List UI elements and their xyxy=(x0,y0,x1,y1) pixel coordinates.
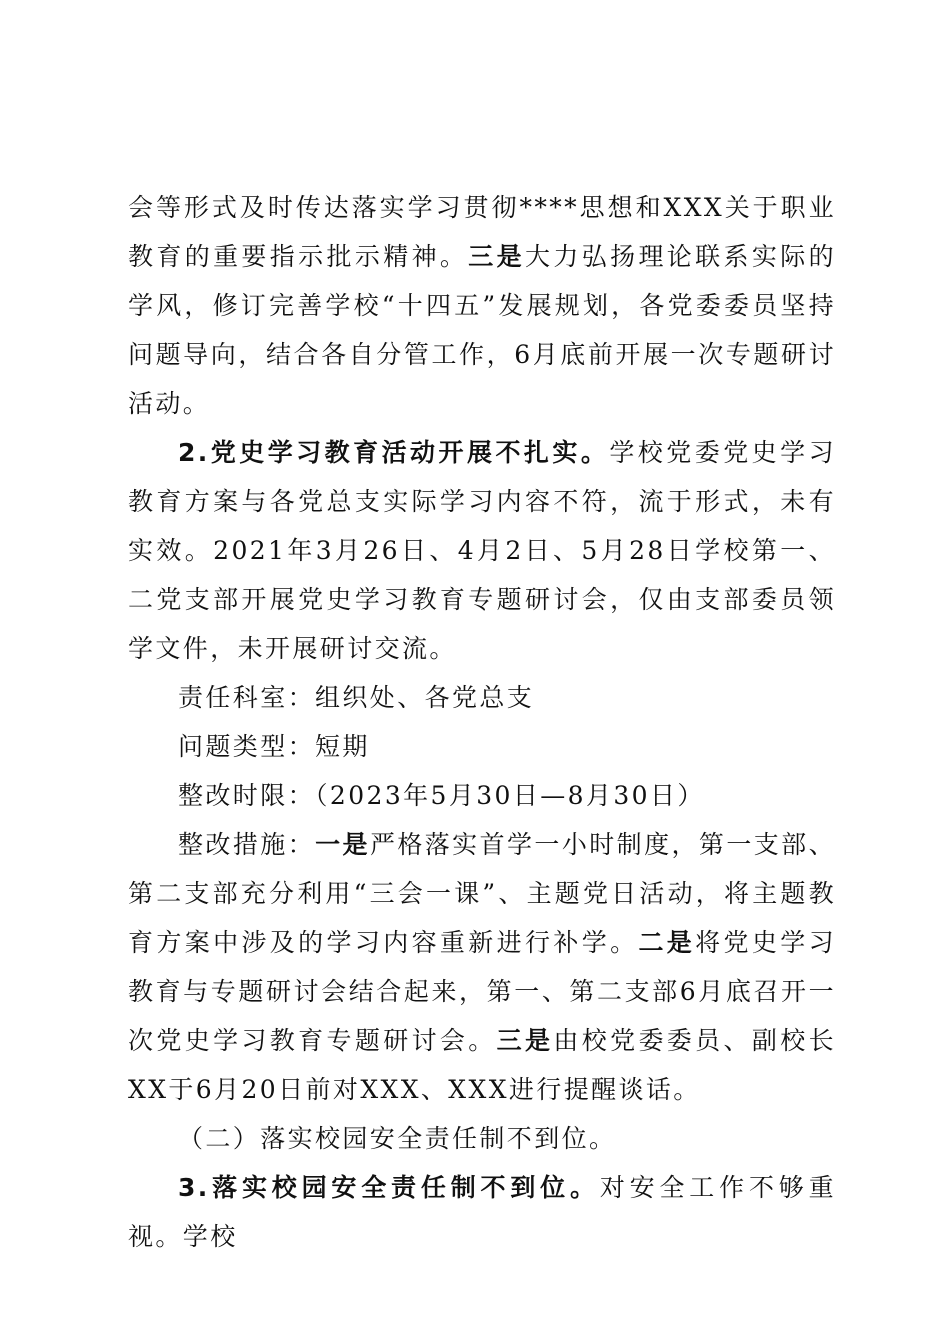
paragraph-text: 由校党委委员、副校长XX于6月20日前对XXX、XXX进行提醒谈话。 xyxy=(128,1026,836,1104)
paragraph-text: 严格落实首学一小时制度，第一支部、第二支部充分利用“三会一课”、主题党日活动，将主题教育方案中涉及的学习内容重新进行补学。 xyxy=(128,830,836,957)
problem-type: 问题类型：短期 xyxy=(178,732,370,761)
paragraph-text: 对安全工作不够重视。学校 xyxy=(128,1173,836,1251)
paragraph-continuation xyxy=(128,183,836,428)
item-heading: 3.落实校园安全责任制不到位。 xyxy=(178,1173,600,1202)
document-body xyxy=(128,183,836,1261)
item-heading: 2.党史学习教育活动开展不扎实。 xyxy=(178,438,610,467)
bold-marker: 二是 xyxy=(638,928,696,957)
measures-label: 整改措施： xyxy=(178,830,316,859)
paragraph-item-3 xyxy=(128,1163,836,1261)
paragraph-item-2 xyxy=(128,428,836,673)
paragraph-text: 会等形式及时传达落实学习贯彻****思想和XXX关于职业教育的重要指示批示精神。 xyxy=(128,193,836,271)
section-heading: （二）落实校园安全责任制不到位。 xyxy=(178,1124,617,1153)
bold-marker: 一是 xyxy=(315,830,370,859)
paragraph-text: 将党史学习教育与专题研讨会结合起来，第一、第二支部6月底召开一次党史学习教育专题研讨会。 xyxy=(128,928,836,1055)
paragraph-text: 学校党委党史学习教育方案与各党总支实际学习内容不符，流于形式，未有实效。2021年3月26日、4月2日、5月28日学校第一、二党支部开展党史学习教育专题研讨会，仅由支部委员领学文件，未开展研讨交流。 xyxy=(128,438,837,663)
bold-marker: 三是 xyxy=(496,1026,554,1055)
responsible-office: 责任科室：组织处、各党总支 xyxy=(178,683,535,712)
rectification-measures xyxy=(128,820,836,1114)
paragraph-text: 大力弘扬理论联系实际的学风，修订完善学校“十四五”发展规划，各党委委员坚持问题导向，结合各自分管工作，6月底前开展一次专题研讨活动。 xyxy=(128,242,836,418)
bold-marker: 三是 xyxy=(468,242,526,271)
rectification-deadline: 整改时限：（2023年5月30日—8月30日） xyxy=(178,781,705,810)
